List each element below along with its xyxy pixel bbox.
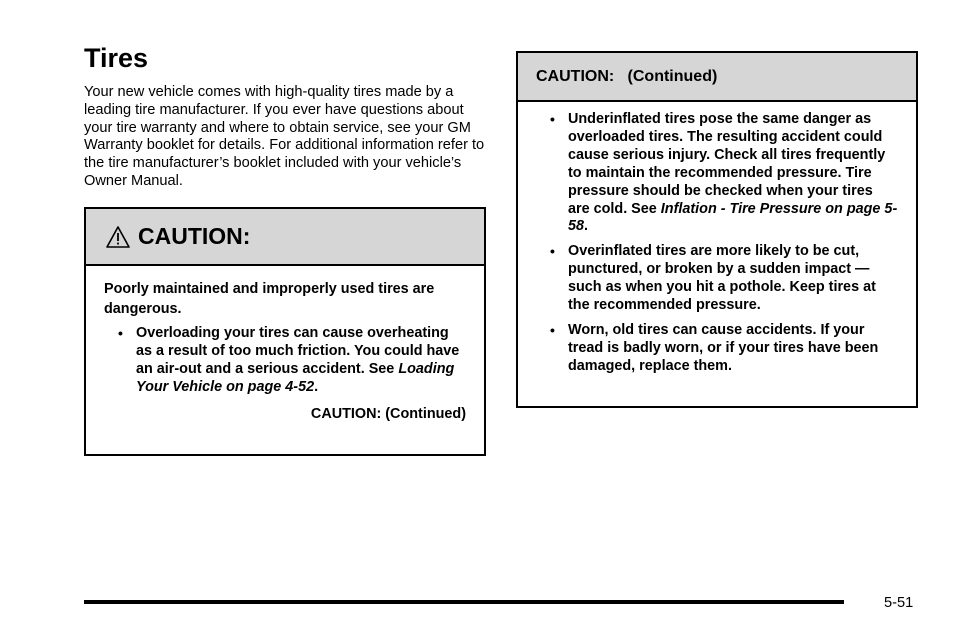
continued-note: CAUTION: (Continued) [310,405,466,422]
bullet-icon: • [550,321,555,338]
section-title: Tires [84,43,149,73]
caution-continued-header [518,53,916,102]
page-reference: Loading Your Vehicle on page 4-52 [136,360,455,395]
warning-triangle-icon [106,225,130,249]
bullet-text: Worn, old tires can cause accidents. If your tread is badly worn, or if your tires have been damaged, replace them. [568,321,879,374]
intro-paragraph: Your new vehicle comes with high-quality tires made by a leading tire manufacturer. If you ever have questions about your tire warranty and where to obtain service, see your GM Warranty booklet for details. For additional information refer to the tire manufacturer’s booklet included with your vehicle’s Owner Manual. [84,84,485,189]
bullet-icon: • [118,325,123,341]
page-number: 5-51 [884,595,914,611]
caution-body [86,266,484,424]
caution-continued-body [518,102,916,376]
caution-box [84,207,486,456]
caution-header [86,209,484,266]
bullet-end: . [314,378,319,395]
footer-rule [84,600,844,604]
caution-bullet [536,243,898,315]
bullet-text: Overloading your tires can cause overheating as a result of too much friction. You could have an air-out and a serious accident. See [136,325,460,377]
bullet-icon: • [550,243,555,260]
bullet-icon: • [550,111,555,127]
caution-continued-box [516,51,918,408]
bullet-end: . [584,218,589,235]
caution-heading: CAUTION: [138,223,251,249]
caution-continued-heading: CAUTION: (Continued) [536,67,718,85]
page-reference: Inflation - Tire Pressure on page 5-58 [568,200,898,235]
caution-bullet [536,111,898,236]
caution-lead: Poorly maintained and improperly used tires are dangerous. [104,281,435,317]
bullet-text: Underinflated tires pose the same danger as overloaded tires. The resulting accident could cause serious injury. Check all tires frequently to maintain the recommended pressure. Tire pressure should be checked when your tires are cold. See [568,111,886,217]
caution-bullet [536,322,898,376]
bullet-text: Overinflated tires are more likely to be cut, punctured, or broken by a sudden impact — such as when you hit a pothole. Keep tires at the recommended pressure. [568,243,876,314]
caution-bullet [104,325,466,397]
